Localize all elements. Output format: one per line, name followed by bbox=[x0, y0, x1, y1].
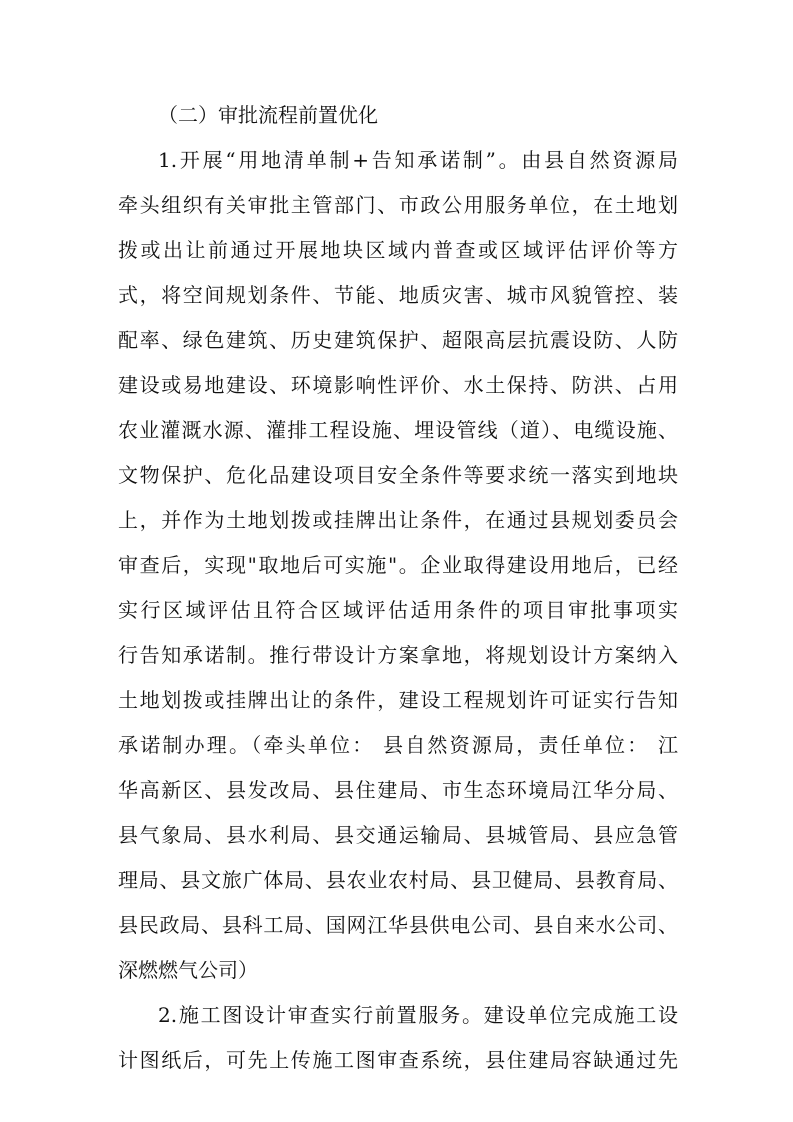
paragraph-1-line: 深燃燃气公司） bbox=[118, 958, 258, 982]
paragraph-1-line: 牵头组织有关审批主管部门、市政公用服务单位，在土地划 bbox=[118, 193, 678, 217]
paragraph-1-line: 拨或出让前通过开展地块区域内普查或区域评估评价等方 bbox=[118, 238, 678, 262]
paragraph-1-line: 配率、绿色建筑、历史建筑保护、超限高层抗震设防、人防 bbox=[118, 328, 678, 352]
paragraph-1-line: 建设或易地建设、环境影响性评价、水土保持、防洪、占用 bbox=[118, 373, 678, 397]
paragraph-1-line: 上，并作为土地划拨或挂牌出让条件，在通过县规划委员会 bbox=[118, 508, 678, 532]
paragraph-1-line: 1.开展“用地清单制+告知承诺制”。由县自然资源局 bbox=[158, 148, 678, 172]
paragraph-2-line: 计图纸后，可先上传施工图审查系统，县住建局容缺通过先 bbox=[118, 1048, 678, 1072]
paragraph-1-line: 农业灌溉水源、灌排工程设施、埋设管线（道）、电缆设施、 bbox=[118, 418, 678, 442]
paragraph-1-line: 行告知承诺制。推行带设计方案拿地，将规划设计方案纳入 bbox=[118, 643, 678, 667]
paragraph-2-line: 2.施工图设计审查实行前置服务。建设单位完成施工设 bbox=[158, 1003, 678, 1027]
paragraph-1-line: 县民政局、县科工局、国网江华县供电公司、县自来水公司、 bbox=[118, 913, 678, 937]
paragraph-1-line: 式，将空间规划条件、节能、地质灾害、城市风貌管控、装 bbox=[118, 283, 678, 307]
paragraph-1-line: 县气象局、县水利局、县交通运输局、县城管局、县应急管 bbox=[118, 823, 678, 847]
paragraph-1-line: 承诺制办理。（牵头单位： 县自然资源局，责任单位： 江 bbox=[118, 733, 678, 757]
paragraph-1-line: 审查后，实现"取地后可实施"。企业取得建设用地后，已经 bbox=[118, 553, 678, 577]
paragraph-1-line: 土地划拨或挂牌出让的条件，建设工程规划许可证实行告知 bbox=[118, 688, 678, 712]
paragraph-1-line: 文物保护、危化品建设项目安全条件等要求统一落实到地块 bbox=[118, 463, 678, 487]
paragraph-1-line: 理局、县文旅广体局、县农业农村局、县卫健局、县教育局、 bbox=[118, 868, 678, 892]
section-heading: （二）审批流程前置优化 bbox=[158, 103, 378, 127]
paragraph-1-line: 实行区域评估且符合区域评估适用条件的项目审批事项实 bbox=[118, 598, 678, 622]
paragraph-1-line: 华高新区、县发改局、县住建局、市生态环境局江华分局、 bbox=[118, 778, 678, 802]
